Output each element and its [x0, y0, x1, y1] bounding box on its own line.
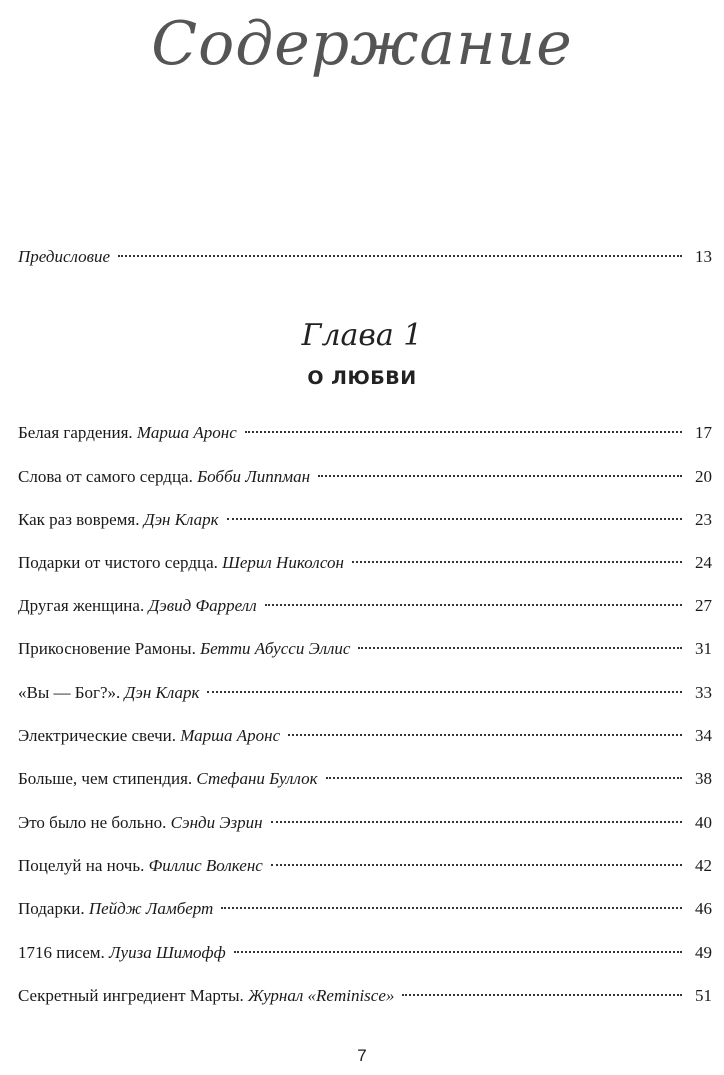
toc-entry-title: Подарки.	[18, 899, 85, 918]
dot-leader	[245, 431, 682, 433]
toc-entry-title: Другая женщина.	[18, 596, 145, 615]
dot-leader	[207, 691, 682, 693]
toc-entry[interactable]	[18, 421, 712, 445]
dot-leader	[221, 907, 682, 909]
toc-entry[interactable]	[18, 681, 712, 705]
toc-entry[interactable]	[18, 941, 712, 965]
chapter-heading: Глава 1	[301, 318, 423, 353]
toc-entry[interactable]	[18, 984, 712, 1008]
chapter-subtitle: О ЛЮБВИ	[307, 367, 417, 389]
toc-entry[interactable]	[18, 637, 712, 661]
toc-entry-page: 49	[695, 943, 712, 962]
toc-entry-title: Как раз вовремя.	[18, 510, 140, 529]
toc-entry-page: 42	[695, 856, 712, 875]
toc-entry[interactable]	[18, 767, 712, 791]
toc-entry-page: 17	[695, 423, 712, 442]
toc-entry[interactable]	[18, 594, 712, 618]
toc-entry-author: Дэн Кларк	[143, 510, 219, 529]
toc-entry-page: 20	[695, 467, 712, 486]
page-number: 7	[357, 1046, 367, 1065]
toc-entry[interactable]	[18, 508, 712, 532]
toc-entry-title: Прикосновение Рамоны.	[18, 639, 196, 658]
toc-entry-author: Марша Аронс	[180, 726, 281, 745]
dot-leader	[234, 951, 682, 953]
toc-entry-author: Пейдж Ламберт	[88, 899, 214, 918]
dot-leader	[271, 821, 682, 823]
toc-entry-author: Стефани Буллок	[196, 769, 318, 788]
toc-entry[interactable]	[18, 465, 712, 489]
toc-entry[interactable]	[18, 724, 712, 748]
toc-entry-author: Марша Аронс	[136, 423, 237, 442]
dot-leader	[326, 777, 682, 779]
toc-entry-title: Электрические свечи.	[18, 726, 177, 745]
toc-entry-title: Поцелуй на ночь.	[18, 856, 145, 875]
toc-entry[interactable]	[18, 551, 712, 575]
toc-entry-author: Шерил Николсон	[222, 553, 344, 572]
dot-leader	[318, 475, 682, 477]
toc-entry-page: 46	[695, 899, 712, 918]
toc-entry-title: 1716 писем.	[18, 943, 105, 962]
dot-leader	[271, 864, 682, 866]
toc-entry[interactable]	[18, 811, 712, 835]
toc-entry-title: Это было не больно.	[18, 813, 167, 832]
toc-entry-author: Сэнди Эзрин	[170, 813, 263, 832]
toc-entry-title: «Вы — Бог?».	[18, 683, 121, 702]
dot-leader	[402, 994, 682, 996]
dot-leader	[227, 518, 682, 520]
toc-entry-author: Бетти Абусси Эллис	[200, 639, 351, 658]
toc-entry-page: 24	[695, 553, 712, 572]
toc-entry-author: Луиза Шимофф	[109, 943, 226, 962]
toc-entry[interactable]	[18, 854, 712, 878]
toc-entry-author: Бобби Липпман	[197, 467, 311, 486]
toc-entry-title: Белая гардения.	[18, 423, 133, 442]
dot-leader	[118, 255, 682, 257]
toc-entry-page: 13	[695, 247, 712, 266]
dot-leader	[265, 604, 682, 606]
toc-entry-author: Журнал «Reminisce»	[248, 986, 395, 1005]
toc-entry-page: 23	[695, 510, 712, 529]
dot-leader	[352, 561, 682, 563]
toc-entry-page: 31	[695, 639, 712, 658]
toc-entry-author: Дэвид Фаррелл	[148, 596, 257, 615]
toc-entry-title: Слова от самого сердца.	[18, 467, 193, 486]
toc-entry[interactable]	[18, 897, 712, 921]
dot-leader	[288, 734, 682, 736]
toc-entry-title: Секретный ингредиент Марты.	[18, 986, 244, 1005]
toc-entry-page: 38	[695, 769, 712, 788]
toc-entry-page: 34	[695, 726, 712, 745]
toc-entry-author: Филлис Волкенс	[148, 856, 263, 875]
toc-entry-page: 27	[695, 596, 712, 615]
toc-entry-title: Предисловие	[18, 247, 111, 266]
toc-entry-author: Дэн Кларк	[124, 683, 200, 702]
toc-entry-title: Больше, чем стипендия.	[18, 769, 193, 788]
dot-leader	[358, 647, 682, 649]
toc-entry-preface[interactable]	[18, 245, 712, 269]
toc-entry-page: 33	[695, 683, 712, 702]
toc-entry-page: 40	[695, 813, 712, 832]
page-title: Содержание	[151, 9, 573, 79]
toc-entry-page: 51	[695, 986, 712, 1005]
toc-entry-title: Подарки от чистого сердца.	[18, 553, 218, 572]
